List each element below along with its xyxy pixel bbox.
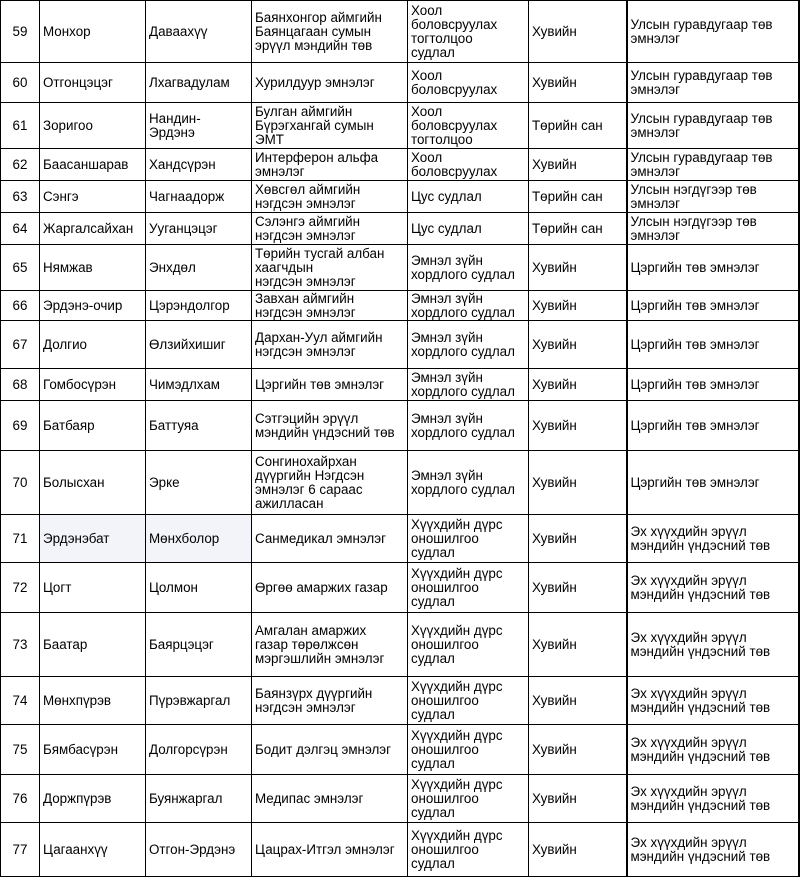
last-name-cell: Баярцэцэг — [146, 613, 252, 677]
row-number: 60 — [1, 63, 40, 103]
workplace-cell: Интерферон альфа эмнэлэг — [252, 149, 408, 181]
training-hospital-cell: Цэргийн төв эмнэлэг — [627, 245, 799, 291]
specialty-cell: Эмнэл зүйн хордлого судлал — [408, 245, 529, 291]
first-name-cell: Баасаншарав — [40, 149, 146, 181]
funding-cell: Хувийн — [529, 563, 627, 613]
training-hospital-cell: Эх хүүхдийн эрүүл мэндийн үндэсний төв — [627, 563, 799, 613]
table-row — [1, 823, 799, 877]
specialty-cell: Эмнэл зүйн хордлого судлал — [408, 369, 529, 401]
specialty-cell: Хүүхдийн дүрс оношилгоо судлал — [408, 725, 529, 775]
row-number: 67 — [1, 321, 40, 369]
table-row — [1, 245, 799, 291]
last-name-cell: Өлзийхишиг — [146, 321, 252, 369]
funding-cell: Хувийн — [529, 321, 627, 369]
row-number: 75 — [1, 725, 40, 775]
first-name-cell: Мөнхпүрэв — [40, 677, 146, 725]
training-hospital-cell: Эх хүүхдийн эрүүл мэндийн үндэсний төв — [627, 515, 799, 563]
last-name-cell: Долгорсүрэн — [146, 725, 252, 775]
training-hospital-cell: Улсын нэгдүгээр төв эмнэлэг — [627, 213, 799, 245]
workplace-cell: Дархан-Уул аймгийн нэгдсэн эмнэлэг — [252, 321, 408, 369]
first-name-cell: Цагаанхүү — [40, 823, 146, 877]
first-name-cell: Гомбосүрэн — [40, 369, 146, 401]
first-name-cell: Доржпүрэв — [40, 775, 146, 823]
last-name-cell: Буянжаргал — [146, 775, 252, 823]
table-row — [1, 1, 799, 63]
training-hospital-cell: Цэргийн төв эмнэлэг — [627, 401, 799, 451]
last-name-cell: Баттуяа — [146, 401, 252, 451]
funding-cell: Хувийн — [529, 369, 627, 401]
specialty-cell: Эмнэл зүйн хордлого судлал — [408, 451, 529, 515]
workplace-cell: Хурилдуур эмнэлэг — [252, 63, 408, 103]
funding-cell: Хувийн — [529, 451, 627, 515]
last-name-cell: Пүрэвжаргал — [146, 677, 252, 725]
funding-cell: Хувийн — [529, 775, 627, 823]
last-name-cell: Отгон-Эрдэнэ — [146, 823, 252, 877]
training-hospital-cell: Эх хүүхдийн эрүүл мэндийн үндэсний төв — [627, 613, 799, 677]
specialty-cell: Эмнэл зүйн хордлого судлал — [408, 291, 529, 321]
specialty-cell: Хүүхдийн дүрс оношилгоо судлал — [408, 563, 529, 613]
last-name-cell: Чагнаадорж — [146, 181, 252, 213]
row-number: 65 — [1, 245, 40, 291]
first-name-cell: Сэнгэ — [40, 181, 146, 213]
specialty-cell: Хүүхдийн дүрс оношилгоо судлал — [408, 823, 529, 877]
first-name-cell: Болысхан — [40, 451, 146, 515]
training-hospital-cell: Улсын гуравдугаар төв эмнэлэг — [627, 1, 799, 63]
table-row — [1, 369, 799, 401]
first-name-cell: Батбаяр — [40, 401, 146, 451]
first-name-cell: Долгио — [40, 321, 146, 369]
table-row — [1, 63, 799, 103]
funding-cell: Хувийн — [529, 63, 627, 103]
funding-cell: Хувийн — [529, 291, 627, 321]
row-number: 64 — [1, 213, 40, 245]
funding-cell: Төрийн сан — [529, 103, 627, 149]
last-name-cell: Ууганцэцэг — [146, 213, 252, 245]
table-row — [1, 401, 799, 451]
training-hospital-cell: Улсын нэгдүгээр төв эмнэлэг — [627, 181, 799, 213]
funding-cell: Төрийн сан — [529, 213, 627, 245]
first-name-cell: Эрдэнэбат — [40, 515, 146, 563]
row-number: 63 — [1, 181, 40, 213]
last-name-cell: Чимэдлхам — [146, 369, 252, 401]
row-number: 72 — [1, 563, 40, 613]
row-number: 76 — [1, 775, 40, 823]
specialty-cell: Хүүхдийн дүрс оношилгоо судлал — [408, 775, 529, 823]
training-hospital-cell: Улсын гуравдугаар төв эмнэлэг — [627, 63, 799, 103]
first-name-cell: Баатар — [40, 613, 146, 677]
last-name-cell: Цолмон — [146, 563, 252, 613]
table-row — [1, 677, 799, 725]
workplace-cell: Бодит дэлгэц эмнэлэг — [252, 725, 408, 775]
row-number: 77 — [1, 823, 40, 877]
table-row — [1, 775, 799, 823]
first-name-cell: Эрдэнэ-очир — [40, 291, 146, 321]
table-row — [1, 725, 799, 775]
specialty-cell: Хүүхдийн дүрс оношилгоо судлал — [408, 677, 529, 725]
table-row — [1, 291, 799, 321]
last-name-cell: Даваахүү — [146, 1, 252, 63]
table-row — [1, 515, 799, 563]
table-row — [1, 451, 799, 515]
row-number: 66 — [1, 291, 40, 321]
table-row — [1, 321, 799, 369]
training-hospital-cell: Цэргийн төв эмнэлэг — [627, 291, 799, 321]
specialty-cell: Эмнэл зүйн хордлого судлал — [408, 401, 529, 451]
row-number: 73 — [1, 613, 40, 677]
funding-cell: Хувийн — [529, 725, 627, 775]
specialty-cell: Цус судлал — [408, 213, 529, 245]
last-name-cell: Хандсүрэн — [146, 149, 252, 181]
specialty-cell: Хүүхдийн дүрс оношилгоо судлал — [408, 515, 529, 563]
row-number: 68 — [1, 369, 40, 401]
specialty-cell: Хоол боловсруулах — [408, 63, 529, 103]
row-number: 71 — [1, 515, 40, 563]
training-hospital-cell: Улсын гуравдугаар төв эмнэлэг — [627, 103, 799, 149]
workplace-cell: Санмедикал эмнэлэг — [252, 515, 408, 563]
funding-cell: Хувийн — [529, 823, 627, 877]
workplace-cell: Хөвсгөл аймгийн нэгдсэн эмнэлэг — [252, 181, 408, 213]
workplace-cell: Өргөө амаржих газар — [252, 563, 408, 613]
funding-cell: Хувийн — [529, 613, 627, 677]
workplace-cell: Сэтгэцийн эрүүл мэндийн үндэсний төв — [252, 401, 408, 451]
funding-cell: Төрийн сан — [529, 181, 627, 213]
workplace-cell: Медипас эмнэлэг — [252, 775, 408, 823]
specialty-cell: Хоол боловсруулах тогтолцоо судлал — [408, 1, 529, 63]
specialty-cell: Хоол боловсруулах тогтолцоо — [408, 103, 529, 149]
training-hospital-cell: Улсын гуравдугаар төв эмнэлэг — [627, 149, 799, 181]
first-name-cell: Жаргалсайхан — [40, 213, 146, 245]
funding-cell: Хувийн — [529, 515, 627, 563]
last-name-cell: Мөнхболор — [146, 515, 252, 563]
workplace-cell: Цэргийн төв эмнэлэг — [252, 369, 408, 401]
table-row — [1, 149, 799, 181]
workplace-cell: Завхан аймгийн нэгдсэн эмнэлэг — [252, 291, 408, 321]
row-number: 61 — [1, 103, 40, 149]
funding-cell: Хувийн — [529, 149, 627, 181]
workplace-cell: Төрийн тусгай албан хаагчдын нэгдсэн эмнэлэг — [252, 245, 408, 291]
workplace-cell: Баянзүрх дүүргийн нэгдсэн эмнэлэг — [252, 677, 408, 725]
training-hospital-cell: Цэргийн төв эмнэлэг — [627, 369, 799, 401]
table-row — [1, 213, 799, 245]
row-number: 70 — [1, 451, 40, 515]
training-hospital-cell: Эх хүүхдийн эрүүл мэндийн үндэсний төв — [627, 775, 799, 823]
specialty-cell: Хүүхдийн дүрс оношилгоо судлал — [408, 613, 529, 677]
specialty-cell: Эмнэл зүйн хордлого судлал — [408, 321, 529, 369]
table-row — [1, 103, 799, 149]
first-name-cell: Отгонцэцэг — [40, 63, 146, 103]
table-body — [1, 1, 799, 877]
first-name-cell: Монхор — [40, 1, 146, 63]
workplace-cell: Амгалан амаржих газар төрөлжсөн мэргэшлийн эмнэлэг — [252, 613, 408, 677]
workplace-cell: Сэлэнгэ аймгийн нэгдсэн эмнэлэг — [252, 213, 408, 245]
last-name-cell: Нандин- Эрдэнэ — [146, 103, 252, 149]
row-number: 74 — [1, 677, 40, 725]
workplace-cell: Баянхонгор аймгийн Баянцагаан сумын эрүүл мэндийн төв — [252, 1, 408, 63]
first-name-cell: Цогт — [40, 563, 146, 613]
training-hospital-cell: Цэргийн төв эмнэлэг — [627, 321, 799, 369]
funding-cell: Хувийн — [529, 245, 627, 291]
funding-cell: Хувийн — [529, 1, 627, 63]
specialty-cell: Хоол боловсруулах — [408, 149, 529, 181]
training-hospital-cell: Эх хүүхдийн эрүүл мэндийн үндэсний төв — [627, 677, 799, 725]
row-number: 62 — [1, 149, 40, 181]
training-hospital-cell: Цэргийн төв эмнэлэг — [627, 451, 799, 515]
workplace-cell: Сонгинохайрхан дүүргийн Нэгдсэн эмнэлэг 6 сараас ажилласан — [252, 451, 408, 515]
first-name-cell: Зоригоо — [40, 103, 146, 149]
first-name-cell: Нямжав — [40, 245, 146, 291]
funding-cell: Хувийн — [529, 677, 627, 725]
last-name-cell: Эрке — [146, 451, 252, 515]
last-name-cell: Энхдөл — [146, 245, 252, 291]
first-name-cell: Бямбасүрэн — [40, 725, 146, 775]
training-hospital-cell: Эх хүүхдийн эрүүл мэндийн үндэсний төв — [627, 823, 799, 877]
table-row — [1, 181, 799, 213]
workplace-cell: Цацрах-Итгэл эмнэлэг — [252, 823, 408, 877]
last-name-cell: Цэрэндолгор — [146, 291, 252, 321]
funding-cell: Хувийн — [529, 401, 627, 451]
workplace-cell: Булган аймгийн Бүрэгхангай сумын ЭМТ — [252, 103, 408, 149]
training-hospital-cell: Эх хүүхдийн эрүүл мэндийн үндэсний төв — [627, 725, 799, 775]
row-number: 59 — [1, 1, 40, 63]
specialty-cell: Цус судлал — [408, 181, 529, 213]
table-row — [1, 563, 799, 613]
last-name-cell: Лхагвадулам — [146, 63, 252, 103]
row-number: 69 — [1, 401, 40, 451]
table-row — [1, 613, 799, 677]
